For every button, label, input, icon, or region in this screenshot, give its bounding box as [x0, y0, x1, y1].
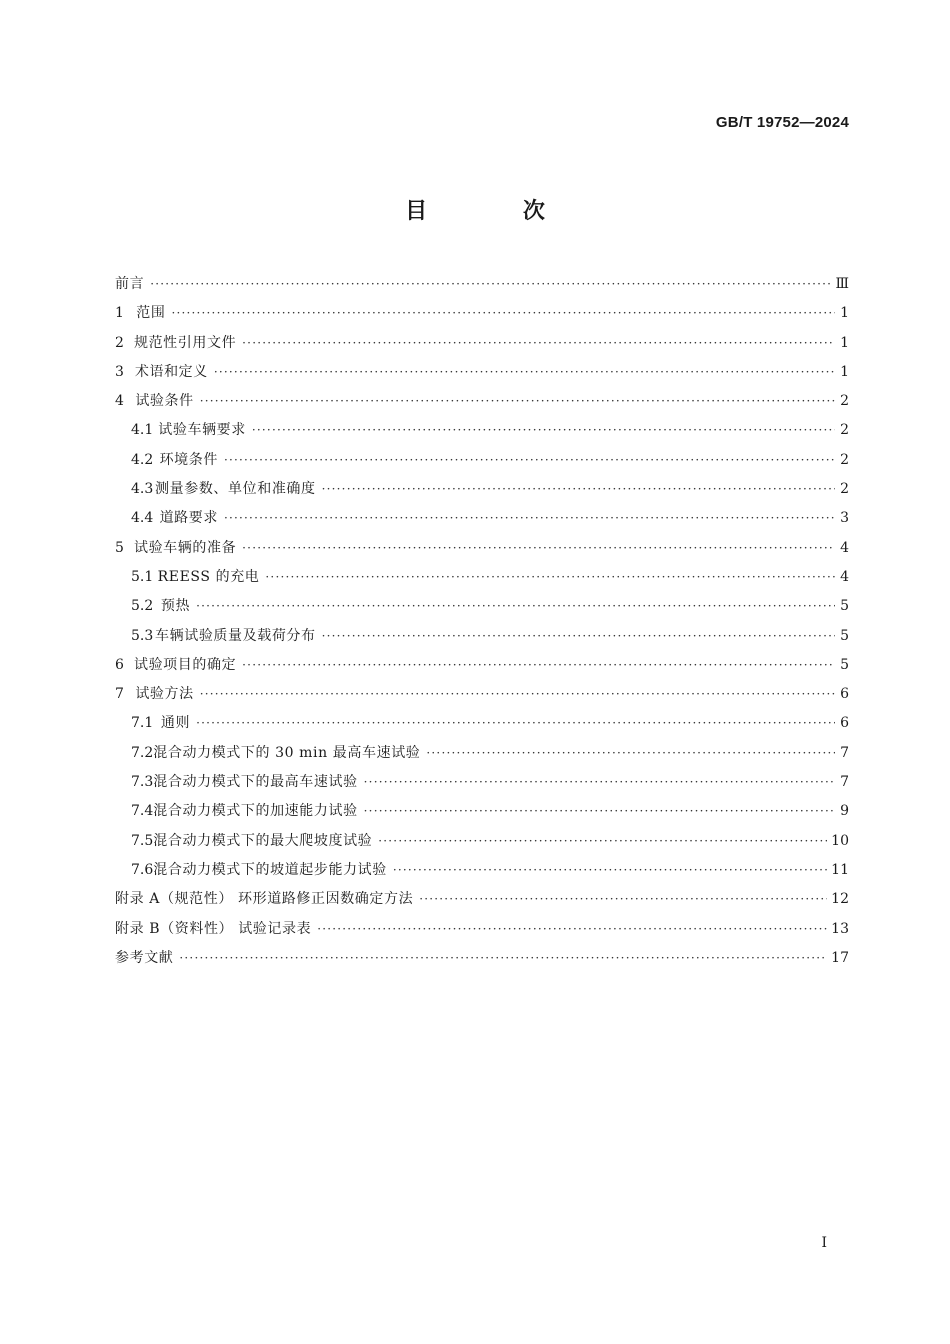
- toc-entry-page: 2: [840, 393, 849, 410]
- toc-entry-number: 7.3: [131, 774, 154, 791]
- toc-entry-label: 试验方法: [135, 686, 194, 703]
- dot-leader: [196, 709, 835, 738]
- toc-entry-label: 道路要求: [159, 510, 218, 527]
- toc-entry[interactable]: [115, 651, 849, 680]
- toc-entry-label: 附录 A（规范性） 环形道路修正因数确定方法: [115, 891, 414, 908]
- toc-entry[interactable]: [115, 475, 849, 504]
- toc-entry-number: 3: [115, 363, 124, 380]
- toc-entry-number: 1: [115, 305, 124, 322]
- toc-entry[interactable]: [115, 592, 849, 621]
- dot-leader: [224, 446, 835, 475]
- dot-leader: [265, 563, 835, 592]
- toc-entry-number: 4: [115, 393, 124, 410]
- toc-entry-label: 试验车辆要求: [158, 422, 246, 439]
- dot-leader: [426, 739, 835, 768]
- toc-entry[interactable]: [115, 387, 849, 416]
- toc-entry[interactable]: [115, 563, 849, 592]
- toc-entry-label: 试验条件: [135, 393, 194, 410]
- toc-entry-label: 混合动力模式下的 30 min 最高车速试验: [153, 744, 421, 761]
- table-of-contents: [115, 270, 849, 973]
- toc-entry[interactable]: [115, 680, 849, 709]
- toc-entry[interactable]: [115, 797, 849, 826]
- dot-leader: [242, 651, 835, 680]
- toc-entry-label: 混合动力模式下的最大爬坡度试验: [153, 832, 373, 849]
- toc-entry-number: 5.3: [131, 627, 154, 644]
- toc-entry[interactable]: [115, 944, 849, 973]
- toc-entry-number: 7.5: [131, 832, 154, 849]
- toc-entry-page: 5: [840, 627, 849, 644]
- toc-entry[interactable]: [115, 358, 849, 387]
- toc-entry-label: 混合动力模式下的加速能力试验: [153, 803, 358, 820]
- toc-entry[interactable]: [115, 915, 849, 944]
- toc-entry-page: 6: [840, 686, 849, 703]
- toc-entry-label: 范围: [136, 305, 166, 322]
- toc-entry-page: 11: [831, 861, 849, 878]
- toc-entry-label: 附录 B（资料性） 试验记录表: [115, 920, 312, 937]
- toc-entry-page: 1: [840, 305, 849, 322]
- toc-entry[interactable]: [115, 329, 849, 358]
- toc-entry-label: 规范性引用文件: [133, 334, 237, 351]
- dot-leader: [200, 680, 835, 709]
- dot-leader: [317, 915, 827, 944]
- toc-entry-number: 4.2: [131, 451, 154, 468]
- dot-leader: [419, 885, 827, 914]
- toc-entry-label: 测量参数、单位和准确度: [155, 481, 316, 498]
- toc-entry[interactable]: [115, 270, 849, 299]
- toc-entry-label: 术语和定义: [134, 363, 208, 380]
- page-title: 目 次: [405, 199, 589, 224]
- toc-entry-number: 7: [115, 686, 124, 703]
- toc-entry-number: 2: [115, 334, 124, 351]
- dot-leader: [242, 534, 835, 563]
- toc-entry-label: 车辆试验质量及载荷分布: [155, 627, 316, 644]
- toc-entry-page: 3: [840, 510, 849, 527]
- toc-entry-number: 6: [115, 656, 124, 673]
- toc-entry[interactable]: [115, 416, 849, 445]
- toc-entry-number: 5.2: [131, 598, 154, 615]
- toc-entry-label: 通则: [160, 715, 191, 732]
- toc-entry-page: 5: [840, 598, 849, 615]
- toc-entry-page: 7: [840, 744, 849, 761]
- dot-leader: [252, 416, 835, 445]
- dot-leader: [378, 827, 827, 856]
- dot-leader: [179, 944, 827, 973]
- toc-entry-label: 预热: [160, 598, 191, 615]
- toc-entry[interactable]: [115, 709, 849, 738]
- toc-entry-page: 9: [840, 803, 849, 820]
- toc-entry-page: 5: [840, 656, 849, 673]
- toc-entry-label: 试验项目的确定: [133, 656, 237, 673]
- dot-leader: [393, 856, 827, 885]
- toc-entry-page: 13: [831, 920, 849, 937]
- dot-leader: [171, 299, 835, 328]
- toc-entry-number: 7.1: [131, 715, 154, 732]
- toc-entry-page: 7: [840, 774, 849, 791]
- toc-entry-page: Ⅲ: [835, 276, 849, 292]
- toc-entry-number: 7.4: [131, 803, 154, 820]
- dot-leader: [196, 592, 835, 621]
- dot-leader: [364, 768, 835, 797]
- toc-entry-number: 5.1: [131, 568, 154, 585]
- dot-leader: [322, 475, 835, 504]
- toc-entry[interactable]: [115, 885, 849, 914]
- toc-entry-page: 2: [840, 422, 849, 439]
- toc-entry-page: 1: [840, 334, 849, 351]
- toc-entry-label: 混合动力模式下的最高车速试验: [153, 774, 358, 791]
- toc-entry-page: 4: [840, 568, 849, 585]
- toc-entry[interactable]: [115, 622, 849, 651]
- toc-entry[interactable]: [115, 446, 849, 475]
- toc-entry[interactable]: [115, 827, 849, 856]
- toc-entry-number: 5: [115, 539, 124, 556]
- toc-entry[interactable]: [115, 856, 849, 885]
- toc-entry-label: 混合动力模式下的坡道起步能力试验: [153, 861, 387, 878]
- toc-entry[interactable]: [115, 739, 849, 768]
- dot-leader: [150, 270, 831, 299]
- toc-entry-page: 2: [840, 481, 849, 498]
- toc-entry-number: 7.2: [131, 744, 154, 761]
- dot-leader: [224, 504, 835, 533]
- dot-leader: [322, 622, 835, 651]
- toc-entry-page: 1: [840, 363, 849, 380]
- dot-leader: [364, 797, 835, 826]
- dot-leader: [242, 329, 835, 358]
- page-number: I: [821, 1235, 827, 1251]
- toc-entry-number: 4.1: [131, 422, 154, 439]
- toc-entry-label: 试验车辆的准备: [133, 539, 237, 556]
- toc-entry-number: 7.6: [131, 861, 154, 878]
- toc-entry-number: 4.4: [131, 510, 154, 527]
- toc-entry-page: 2: [840, 451, 849, 468]
- toc-entry-page: 4: [840, 539, 849, 556]
- toc-entry-label: REESS 的充电: [157, 568, 260, 585]
- toc-entry-page: 10: [831, 832, 849, 849]
- toc-entry-page: 6: [840, 715, 849, 732]
- toc-entry-number: 4.3: [131, 481, 154, 498]
- toc-entry-label: 环境条件: [159, 451, 218, 468]
- standard-number: GB/T 19752—2024: [715, 114, 849, 131]
- toc-entry-page: 12: [831, 891, 849, 908]
- toc-entry-label: 参考文献: [115, 949, 174, 966]
- toc-entry[interactable]: [115, 299, 849, 328]
- toc-entry-label: 前言: [115, 276, 145, 292]
- dot-leader: [214, 358, 835, 387]
- toc-entry[interactable]: [115, 534, 849, 563]
- toc-entry-page: 17: [831, 949, 849, 966]
- dot-leader: [200, 387, 835, 416]
- toc-entry[interactable]: [115, 504, 849, 533]
- toc-entry[interactable]: [115, 768, 849, 797]
